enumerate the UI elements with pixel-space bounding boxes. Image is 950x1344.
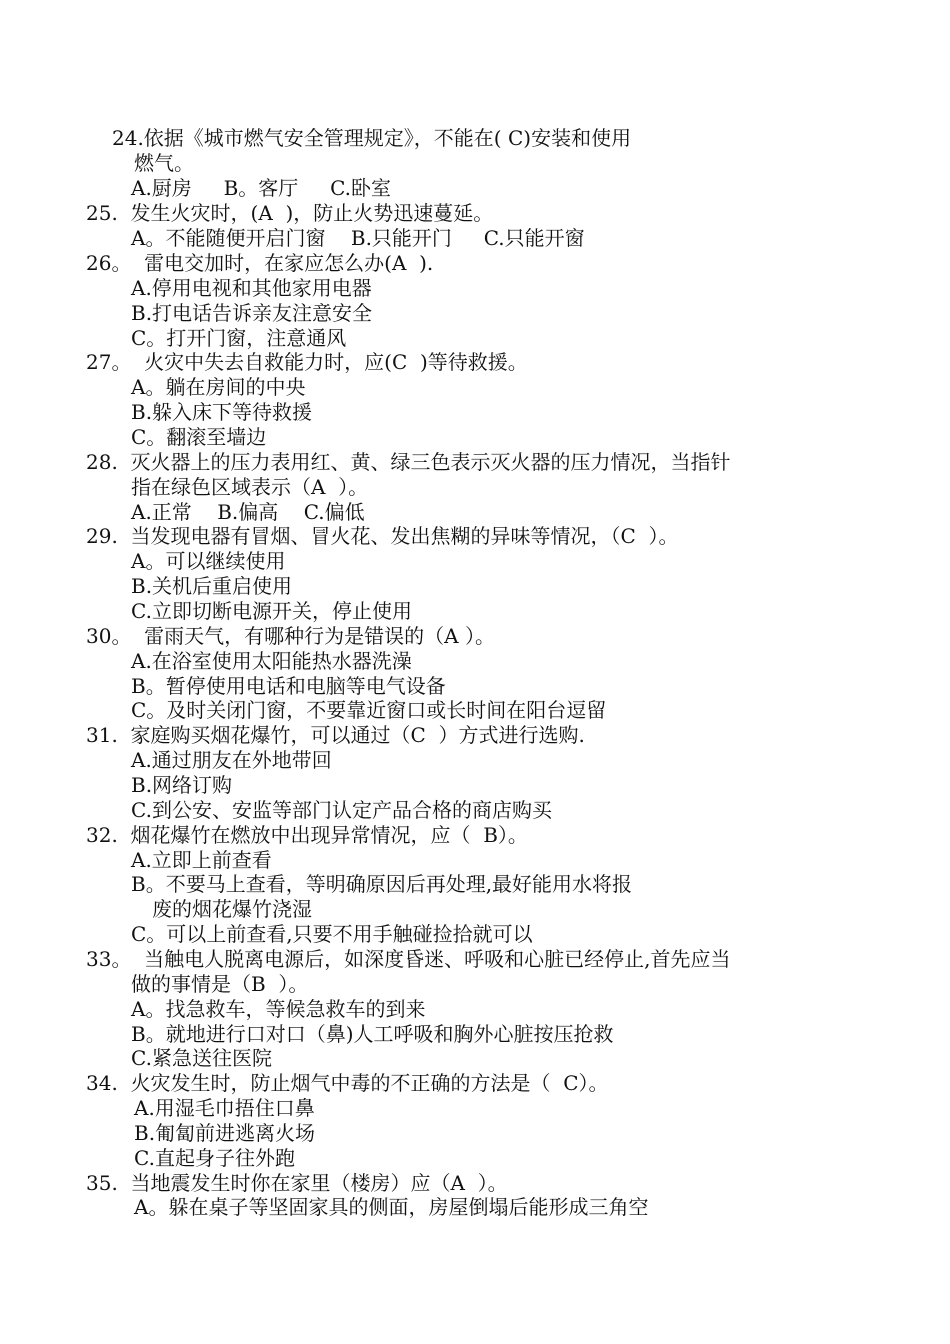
question-33-option-b: B。就地进行口对口（鼻)人工呼吸和胸外心脏按压抢救 (131, 1022, 614, 1046)
question-26-option-c: C。打开门窗，注意通风 (131, 326, 347, 350)
question-29-option-b: B.关机后重启使用 (131, 574, 293, 598)
question-33-option-c: C.紧急送往医院 (131, 1046, 272, 1070)
question-34-option-a: A.用湿毛巾捂住口鼻 (134, 1096, 315, 1120)
question-27-option-a: A。躺在房间的中央 (131, 375, 306, 399)
question-27-option-c: C。翻滚至墙边 (131, 425, 267, 449)
question-25-options: A。不能随便开启门窗 B.只能开门 C.只能开窗 (131, 226, 585, 250)
question-32-option-a: A.立即上前查看 (131, 848, 272, 872)
question-30-option-b: B。暂停使用电话和电脑等电气设备 (131, 674, 446, 698)
question-35-option-a: A。躲在桌子等坚固家具的侧面，房屋倒塌后能形成三角空 (134, 1195, 649, 1219)
question-27-stem: 27。 火灾中失去自救能力时，应(C )等待救援。 (86, 350, 528, 374)
question-26-stem: 26。 雷电交加时，在家应怎么办(A ). (86, 251, 434, 275)
question-28-options: A.正常 B.偏高 C.偏低 (131, 500, 365, 524)
question-32-option-b-cont: 废的烟花爆竹浇湿 (152, 897, 312, 921)
question-35-stem: 35. 当地震发生时你在家里（楼房）应（A ）。 (86, 1171, 508, 1195)
question-24-options: A.厨房 B。客厅 C.卧室 (131, 176, 392, 200)
question-30-stem: 30。 雷雨天气，有哪种行为是错误的（A ）。 (86, 624, 495, 648)
question-33-stem-cont: 做的事情是（B ）。 (131, 972, 309, 996)
question-26-option-a: A.停用电视和其他家用电器 (131, 276, 372, 300)
question-25-stem: 25. 发生火灾时，(A )，防止火势迅速蔓延。 (86, 201, 494, 225)
question-29-option-c: C.立即切断电源开关，停止使用 (131, 599, 412, 623)
question-26-option-b: B.打电话告诉亲友注意安全 (131, 301, 373, 325)
question-33-stem: 33。 当触电人脱离电源后，如深度昏迷、呼吸和心脏已经停止,首先应当 (86, 947, 731, 971)
question-30-option-c: C。及时关闭门窗，不要靠近窗口或长时间在阳台逗留 (131, 698, 607, 722)
question-31-stem: 31. 家庭购买烟花爆竹，可以通过（C ）方式进行选购. (86, 723, 585, 747)
question-27-option-b: B.躲入床下等待救援 (131, 400, 313, 424)
question-29-option-a: A。可以继续使用 (131, 549, 286, 573)
question-31-option-a: A.通过朋友在外地带回 (131, 748, 332, 772)
question-30-option-a: A.在浴室使用太阳能热水器洗澡 (131, 649, 412, 673)
question-33-option-a: A。找急救车，等候急救车的到来 (131, 997, 426, 1021)
question-32-stem: 32. 烟花爆竹在燃放中出现异常情况，应（ B）。 (86, 823, 528, 847)
question-24-stem: 24.依据《城市燃气安全管理规定》，不能在( C)安装和使用 (112, 126, 632, 150)
question-28-stem: 28. 灭火器上的压力表用红、黄、绿三色表示灭火器的压力情况，当指针 (86, 450, 731, 474)
question-28-stem-cont: 指在绿色区域表示（A ）。 (131, 475, 369, 499)
question-29-stem: 29. 当发现电器有冒烟、冒火花、发出焦糊的异味等情况，（C ）。 (86, 524, 679, 548)
question-34-option-c: C.直起身子往外跑 (134, 1146, 295, 1170)
question-34-option-b: B.匍匐前进逃离火场 (134, 1121, 316, 1145)
question-34-stem: 34. 火灾发生时，防止烟气中毒的不正确的方法是（ C）。 (86, 1071, 609, 1095)
question-32-option-b: B。不要马上查看，等明确原因后再处理,最好能用水将报 (131, 872, 633, 896)
question-32-option-c: C。可以上前查看,只要不用手触碰捡拾就可以 (131, 922, 533, 946)
question-31-option-c: C.到公安、安监等部门认定产品合格的商店购买 (131, 798, 552, 822)
question-24-stem-cont: 燃气。 (134, 151, 194, 175)
question-31-option-b: B.网络订购 (131, 773, 233, 797)
